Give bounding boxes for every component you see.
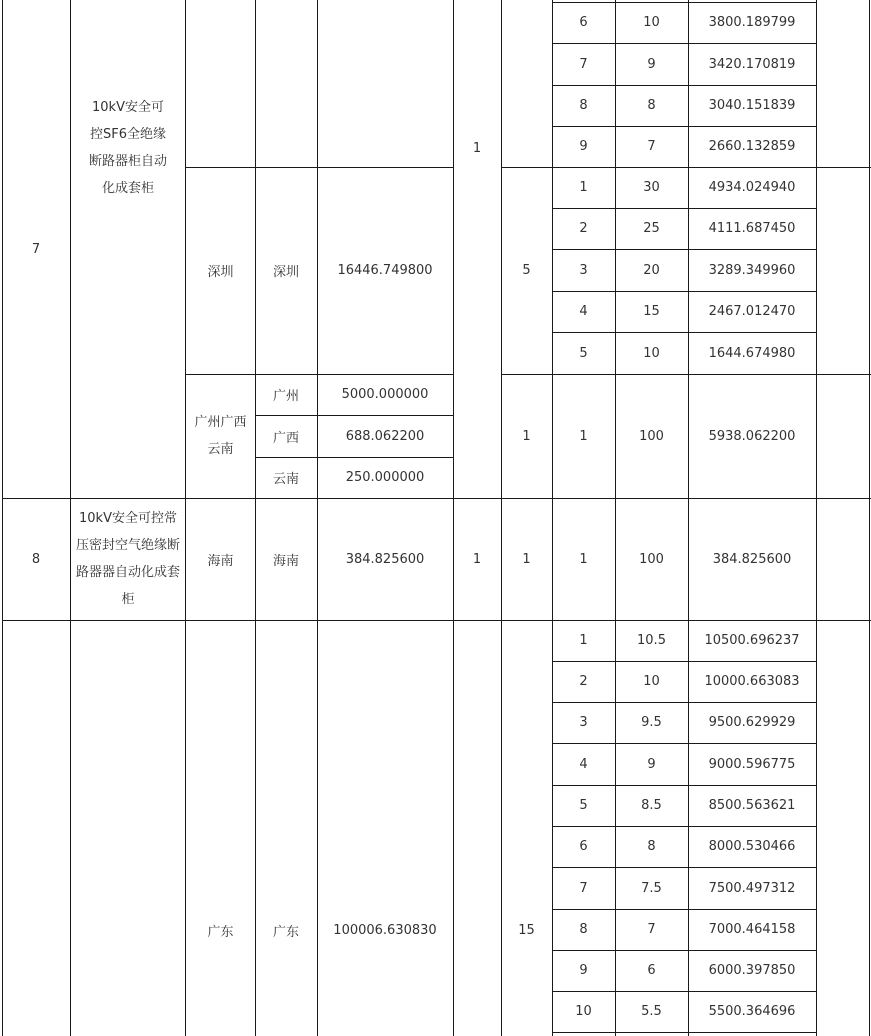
lot-percent: 30 bbox=[643, 180, 660, 195]
grid-line bbox=[552, 909, 817, 910]
lot-percent: 10 bbox=[643, 15, 660, 30]
grid-line bbox=[185, 374, 453, 375]
grid-line bbox=[185, 167, 453, 168]
unit-cell: 深圳 bbox=[272, 265, 299, 280]
unit-cell: 广州 bbox=[272, 389, 299, 404]
lot-seq: 5 bbox=[579, 345, 588, 361]
lot-percent: 7 bbox=[647, 139, 656, 154]
lot-count: 15 bbox=[518, 922, 535, 938]
lot-percent: 10.5 bbox=[637, 633, 666, 648]
grid-line bbox=[255, 457, 453, 458]
lot-seq: 2 bbox=[579, 674, 588, 689]
lot-count: 5 bbox=[522, 263, 531, 278]
region-cell: 海南 bbox=[207, 553, 234, 569]
grid-line bbox=[552, 991, 817, 992]
lot-seq: 7 bbox=[579, 56, 588, 72]
lot-seq: 8 bbox=[579, 98, 588, 113]
unit-cell: 广西 bbox=[272, 430, 299, 446]
lot-percent: 8 bbox=[647, 839, 656, 854]
lot-amount: 3289.349960 bbox=[708, 262, 796, 278]
grid-line bbox=[552, 291, 817, 292]
grid-line bbox=[501, 167, 502, 498]
quantity: 1 bbox=[472, 140, 482, 156]
lot-seq: 6 bbox=[579, 839, 588, 854]
total-amount: 5000.000000 bbox=[341, 387, 429, 402]
lot-percent: 7 bbox=[647, 922, 656, 937]
lot-percent: 7.5 bbox=[641, 880, 662, 896]
lot-amount: 10500.696237 bbox=[704, 633, 800, 648]
lot-amount: 2660.132859 bbox=[708, 139, 796, 154]
lot-seq: 10 bbox=[575, 1004, 592, 1019]
lot-percent: 9.5 bbox=[641, 715, 662, 730]
lot-amount: 5500.364696 bbox=[708, 1004, 796, 1019]
lot-amount: 8000.530466 bbox=[708, 839, 796, 854]
lot-seq: 3 bbox=[579, 715, 588, 730]
lot-seq: 8 bbox=[579, 922, 588, 937]
lot-percent: 8 bbox=[647, 98, 656, 113]
lot-percent: 20 bbox=[643, 262, 660, 278]
unit-cell: 云南 bbox=[272, 472, 299, 487]
row-number: 7 bbox=[31, 241, 41, 257]
grid-line bbox=[552, 0, 553, 1036]
lot-amount: 7000.464158 bbox=[708, 922, 796, 937]
grid-line bbox=[317, 0, 318, 1036]
product-name: 10kV安全可控SF6全绝缘断路器柜自动化成套柜 bbox=[88, 100, 167, 196]
lot-seq: 9 bbox=[579, 963, 588, 978]
quantity: 1 bbox=[472, 551, 482, 567]
lot-seq: 5 bbox=[579, 798, 588, 813]
lot-amount: 4111.687450 bbox=[708, 221, 796, 236]
region-cell: 深圳 bbox=[207, 265, 234, 280]
lot-percent: 100 bbox=[639, 428, 664, 444]
grid-line bbox=[552, 1032, 817, 1033]
grid-line bbox=[688, 0, 689, 1036]
grid-line bbox=[552, 2, 817, 3]
region-cell: 广州广西云南 bbox=[194, 415, 247, 457]
lot-seq: 4 bbox=[579, 304, 588, 319]
lot-seq: 3 bbox=[579, 262, 588, 278]
lot-seq: 6 bbox=[579, 15, 588, 30]
lot-amount: 3800.189799 bbox=[708, 15, 796, 30]
grid-line bbox=[552, 785, 817, 786]
lot-percent: 25 bbox=[643, 221, 660, 236]
total-amount: 384.825600 bbox=[345, 551, 425, 567]
grid-line bbox=[2, 498, 871, 499]
lot-seq: 9 bbox=[579, 139, 588, 154]
grid-line bbox=[552, 743, 817, 744]
lot-percent: 6 bbox=[647, 963, 656, 978]
lot-percent: 100 bbox=[639, 551, 664, 567]
grid-line bbox=[869, 0, 870, 1036]
grid-line bbox=[501, 0, 502, 167]
lot-seq: 1 bbox=[579, 551, 588, 567]
lot-seq: 1 bbox=[579, 428, 588, 444]
lot-percent: 9 bbox=[647, 56, 656, 72]
lot-percent: 15 bbox=[643, 304, 660, 319]
lot-amount: 10000.663083 bbox=[704, 674, 800, 689]
lot-amount: 3420.170819 bbox=[708, 56, 796, 72]
lot-amount: 384.825600 bbox=[712, 551, 792, 567]
grid-line bbox=[453, 0, 454, 1036]
grid-line bbox=[552, 43, 817, 44]
grid-line bbox=[501, 167, 871, 168]
grid-line bbox=[501, 374, 871, 375]
lot-percent: 5.5 bbox=[641, 1004, 662, 1019]
grid-line bbox=[816, 0, 817, 1036]
grid-line bbox=[255, 0, 256, 1036]
grid-line bbox=[2, 620, 871, 621]
lot-seq: 1 bbox=[579, 180, 588, 195]
lot-amount: 8500.563621 bbox=[708, 798, 796, 813]
grid-line bbox=[185, 0, 186, 1036]
lot-amount: 7500.497312 bbox=[708, 880, 796, 896]
grid-line bbox=[552, 85, 817, 86]
grid-line bbox=[552, 867, 817, 868]
grid-line bbox=[552, 950, 817, 951]
region-cell: 广东 bbox=[207, 924, 234, 940]
grid-line bbox=[2, 0, 3, 1036]
lot-percent: 10 bbox=[643, 345, 660, 361]
grid-line bbox=[552, 208, 817, 209]
lot-seq: 2 bbox=[579, 221, 588, 236]
unit-cell: 广东 bbox=[272, 924, 299, 940]
total-amount: 688.062200 bbox=[345, 428, 425, 444]
total-amount: 16446.749800 bbox=[337, 263, 433, 278]
product-name: 10kV安全可控常压密封空气绝缘断路器器自动化成套柜 bbox=[75, 511, 180, 607]
total-amount: 250.000000 bbox=[345, 470, 425, 485]
grid-line bbox=[552, 661, 817, 662]
total-amount: 100006.630830 bbox=[333, 922, 437, 938]
lot-seq: 4 bbox=[579, 756, 588, 772]
lot-seq: 1 bbox=[579, 633, 588, 648]
grid-line bbox=[552, 702, 817, 703]
grid-line bbox=[615, 0, 616, 1036]
lot-amount: 6000.397850 bbox=[708, 963, 796, 978]
grid-line bbox=[501, 498, 502, 1036]
lot-amount: 4934.024940 bbox=[708, 180, 796, 195]
lot-percent: 9 bbox=[647, 756, 656, 772]
lot-amount: 9500.629929 bbox=[708, 715, 796, 730]
lot-seq: 7 bbox=[579, 880, 588, 896]
grid-line bbox=[70, 0, 71, 1036]
lot-amount: 5938.062200 bbox=[708, 428, 796, 444]
lot-count: 1 bbox=[522, 551, 531, 567]
unit-cell: 海南 bbox=[272, 553, 299, 569]
row-number: 8 bbox=[31, 551, 41, 567]
grid-line bbox=[552, 249, 817, 250]
grid-line bbox=[552, 332, 817, 333]
lot-amount: 3040.151839 bbox=[708, 98, 796, 113]
grid-line bbox=[552, 126, 817, 127]
lot-amount: 2467.012470 bbox=[708, 304, 796, 319]
lot-amount: 1644.674980 bbox=[708, 345, 796, 361]
lot-amount: 9000.596775 bbox=[708, 756, 796, 772]
grid-line bbox=[255, 415, 453, 416]
lot-count: 1 bbox=[522, 428, 531, 444]
lot-percent: 8.5 bbox=[641, 798, 662, 813]
lot-percent: 10 bbox=[643, 674, 660, 689]
grid-line bbox=[552, 826, 817, 827]
